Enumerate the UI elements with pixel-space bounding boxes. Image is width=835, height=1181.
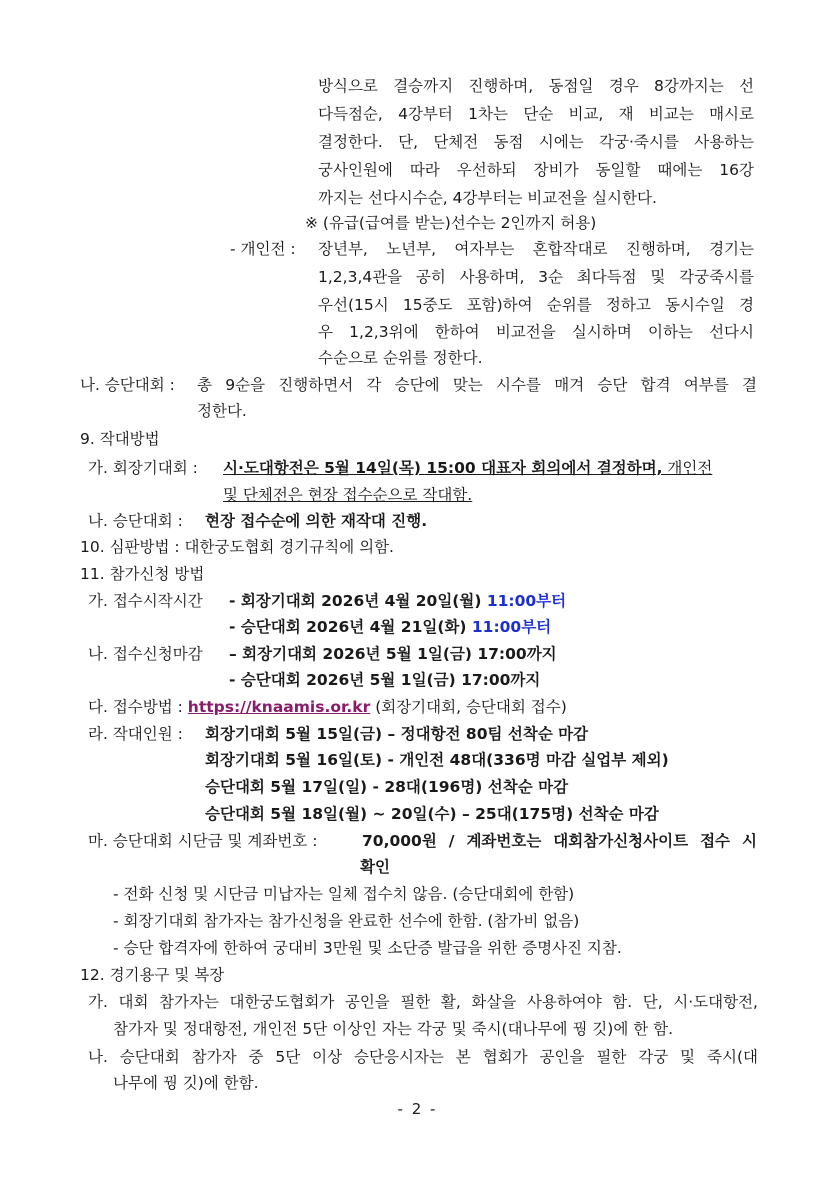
dan-line-1: 총 9순을 진행하면서 각 승단에 맞는 시수를 매겨 승단 합격 여부를 결 — [197, 376, 757, 394]
s11-note-2: - 회장기대회 참가자는 참가신청을 완료한 선수에 한함. (참가비 없음) — [113, 912, 580, 930]
s9-a-line2: 및 단체전은 현장 접수순으로 작대함. — [223, 486, 473, 504]
dan-line-2: 정한다. — [197, 402, 247, 420]
s11-b2: - 승단대회 2026년 5월 1일(금) 17:00까지 — [229, 671, 541, 689]
s12-b-line1: 나. 승단대회 참가자 중 5단 이상 승단응시자는 본 협회가 공인을 필한 각궁 및 죽시(대 — [88, 1048, 758, 1066]
s11-d3: 승단대회 5월 17일(일) - 28대(196명) 선착순 마감 — [205, 778, 569, 796]
s11-a-label: 가. 접수시작시간 — [88, 592, 203, 610]
section-10: 10. 심판방법 : 대한궁도협회 경기규칙에 의함. — [80, 538, 394, 556]
s9-a-tail: 개인전 — [662, 459, 713, 477]
team-rule-line-2: 다득점순, 4강부터 1차는 단순 비교, 재 비교는 매시로 — [318, 105, 754, 123]
section-11-heading: 11. 참가신청 방법 — [80, 565, 205, 583]
individual-line-3: 우선(15시 15중도 포함)하여 순위를 정하고 동시수일 경 — [318, 296, 754, 314]
s11-d2: 회장기대회 5월 16일(토) - 개인전 48대(336명 마감 실업부 제외) — [205, 751, 669, 769]
s11-e-label: 마. 승단대회 시단금 및 계좌번호 : — [88, 832, 318, 850]
s12-a-line2: 참가자 및 정대항전, 개인전 5단 이상인 자는 각궁 및 죽시(대나무에 꿩 깃)에 한 함. — [113, 1020, 674, 1038]
s11-d-label: 라. 작대인원 : — [88, 725, 183, 743]
s9-a-bold: 시·도대항전은 5월 14일(목) 15:00 대표자 회의에서 결정하며, — [223, 459, 663, 477]
team-rule-line-3: 결정한다. 단, 단체전 동점 시에는 각궁·죽시를 사용하는 — [318, 133, 754, 151]
s12-a-line1: 가. 대회 참가자는 대한궁도협회가 공인을 필한 활, 화살을 사용하여야 함. 단, 시·도대항전, — [88, 993, 758, 1011]
s11-e-bold2: 확인 — [360, 858, 390, 876]
s11-a2-time: 11:00부터 — [471, 618, 552, 636]
s11-a1: - 회장기대회 2026년 4월 20일(월) — [229, 592, 487, 610]
section-9-heading: 9. 작대방법 — [80, 430, 160, 448]
individual-line-5: 수순으로 순위를 정한다. — [318, 349, 483, 367]
individual-line-1: 장년부, 노년부, 여자부는 혼합작대로 진행하며, 경기는 — [318, 240, 754, 258]
s9-b-text: 현장 접수순에 의한 재작대 진행. — [205, 512, 428, 530]
s11-c-tail: (회장기대회, 승단대회 접수) — [370, 698, 567, 716]
dan-label: 나. 승단대회 : — [80, 376, 175, 394]
s11-note-1: - 전화 신청 및 시단금 미납자는 일체 접수치 않음. (승단대회에 한함) — [113, 885, 575, 903]
s11-a2: - 승단대회 2026년 4월 21일(화) — [229, 618, 472, 636]
knaamis-link[interactable]: https://knaamis.or.kr — [187, 698, 371, 716]
s11-d4: 승단대회 5월 18일(월) ~ 20일(수) – 25대(175명) 선착순 마감 — [205, 805, 659, 823]
s11-b1: – 회장기대회 2026년 5월 1일(금) 17:00까지 — [229, 645, 557, 663]
team-rule-line-4: 궁사인원에 따라 우선하되 장비가 동일할 때에는 16강 — [318, 161, 754, 179]
individual-line-2: 1,2,3,4관을 공히 사용하며, 3순 최다득점 및 각궁죽시를 — [318, 268, 754, 286]
team-rule-note: ※ (유급(급여를 받는)선수는 2인까지 허용) — [305, 214, 597, 232]
team-rule-line-1: 방식으로 결승까지 진행하며, 동점일 경우 8강까지는 선 — [318, 77, 754, 95]
team-rule-line-5: 까지는 선다시수순, 4강부터는 비교전을 실시한다. — [318, 189, 657, 207]
s11-note-3: - 승단 합격자에 한하여 궁대비 3만원 및 소단증 발급을 위한 증명사진 지참. — [113, 939, 622, 957]
s12-b-line2: 나무에 꿩 깃)에 한함. — [113, 1074, 259, 1092]
page-number: - 2 - — [397, 1100, 438, 1118]
s11-e-bold: 70,000원 / 계좌번호는 대회참가신청사이트 접수 시 — [362, 832, 757, 850]
s9-a-label: 가. 회장기대회 : — [88, 459, 198, 477]
individual-label: - 개인전 : — [230, 240, 296, 258]
s11-d1: 회장기대회 5월 15일(금) – 정대항전 80팀 선착순 마감 — [205, 725, 589, 743]
s9-b-label: 나. 승단대회 : — [88, 512, 183, 530]
section-12-heading: 12. 경기용구 및 복장 — [80, 966, 225, 984]
s11-b-label: 나. 접수신청마감 — [88, 645, 203, 663]
s11-a1-time: 11:00부터 — [486, 592, 567, 610]
s11-c-label: 다. 접수방법 : — [88, 698, 188, 716]
individual-line-4: 우 1,2,3위에 한하여 비교전을 실시하며 이하는 선다시 — [318, 323, 754, 341]
